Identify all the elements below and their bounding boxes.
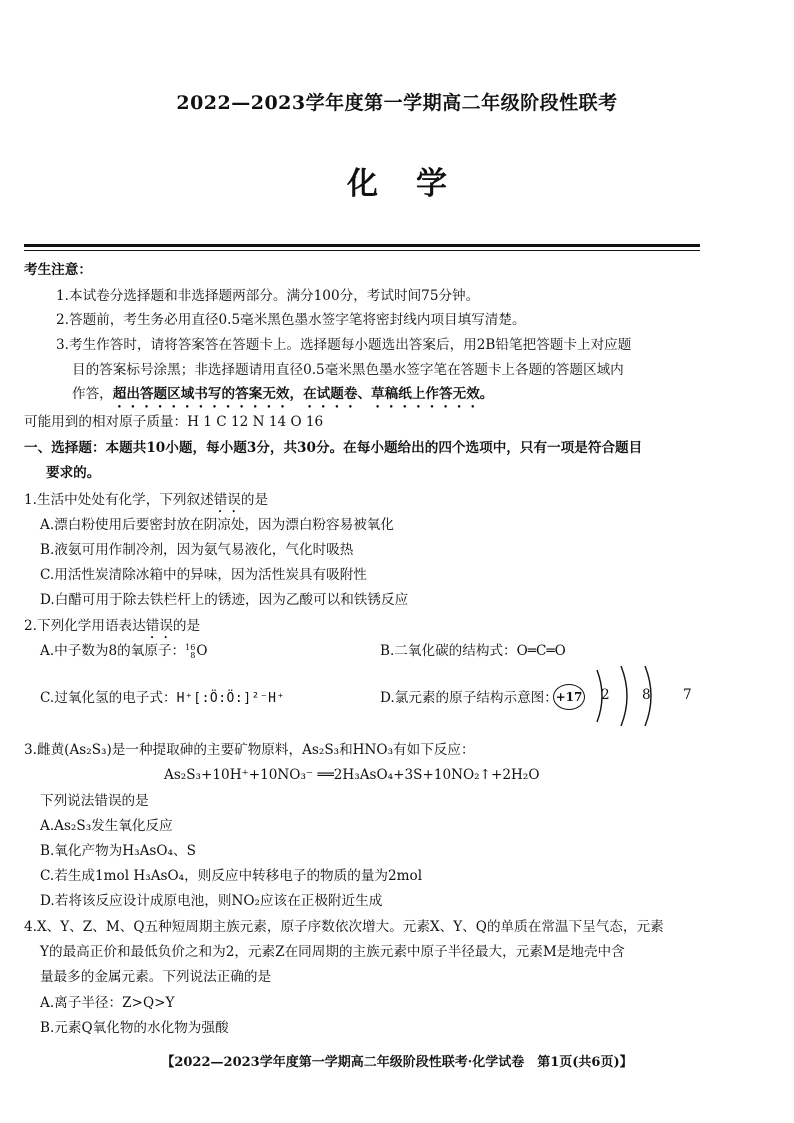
q2-nuclide-numbers [185,644,195,660]
atomic-masses: 可能用到的相对原子质量：H 1 C 12 N 14 O 16 [24,414,324,430]
q4-option-a: A.离子半径：Z>Q>Y [40,995,175,1011]
q3-option-a: A.As₂S₃发生氧化反应 [40,818,173,834]
q3-option-c: C.若生成1mol H₃AsO₄，则反应中转移电子的物质的量为2mol [40,868,423,884]
q2-stem [24,618,200,642]
notice-item-3-line3 [72,386,493,411]
q2-electron-formula: H⁺[:Ö:Ö:]²⁻H⁺ [176,691,285,706]
q2-stem-key: 错误 [145,618,173,634]
q3-option-b: B.氧化产物为H₃AsO₄、S [40,843,196,859]
q2-option-b: B.二氧化碳的结构式：O═C═O [380,643,566,659]
header-rule-thick [24,244,700,247]
notice-heading: 考生注意： [24,262,92,278]
notice-item-1: 1.本试卷分选择题和非选择题两部分。满分100分，考试时间75分钟。 [56,288,480,304]
subject-title: 化学 [347,166,485,202]
q2-option-a [40,643,207,660]
nucleus-charge: +17 [553,684,585,710]
q1-option-b: B.液氨可用作制冷剂，因为氨气易液化，气化时吸热 [40,542,354,558]
electron-counts: 2 8 7 [601,687,706,703]
q2-mass-number: 16 [185,642,196,652]
q1-stem-key: 错误 [213,492,241,508]
notice-warning: 超出答题区域书写的答案无效，在试题卷、草稿纸上作答无效。 [112,386,494,402]
q2-option-d: D.氯元素的原子结构示意图： [380,690,558,706]
notice-item-3-line2: 目的答案标号涂黑；非选择题请用直径0.5毫米黑色墨水签字笔在答题卡上各题的答题区域内 [72,362,624,378]
notice-item-3-line1: 3.考生作答时，请将答案答在答题卡上。选择题每小题选出答案后，用2B铅笔把答题卡上对应题 [56,337,632,353]
exam-title: 2022—2023学年度第一学期高二年级阶段性联考 [176,92,618,114]
header-rule-thin [24,250,700,251]
page-footer: 【2022—2023学年度第一学期高二年级阶段性联考·化学试卷 第1页(共6页)】 [161,1055,633,1070]
q3-equation: As₂S₃+10H⁺+10NO₃⁻ ══2H₃AsO₄+3S+10NO₂↑+2H₂O [164,767,540,783]
section-1-heading: 一、选择题：本题共10小题，每小题3分，共30分。在每小题给出的四个选项中，只有一项是符合题目 [24,440,643,456]
q2-stem-prefix: 2.下列化学用语表达 [24,618,146,634]
q1-stem [24,492,268,516]
q1-stem-suffix: 的是 [240,492,269,508]
q2-option-a-text: A.中子数为8的氧原子： [40,643,186,659]
q1-option-a: A.漂白粉使用后要密封放在阴凉处，因为漂白粉容易被氧化 [40,517,394,533]
q3-stem-question: 下列说法错误的是 [40,793,149,809]
q2-stem-suffix: 的是 [172,618,201,634]
q4-stem-line3: 量最多的金属元素。下列说法正确的是 [40,969,272,985]
q4-stem-line1: 4.X、Y、Z、M、Q五种短周期主族元素，原子序数依次增大。元素X、Y、Q的单质在常温下呈气态，元素 [24,919,664,935]
q1-option-d: D.白醋可用于除去铁栏杆上的锈迹，因为乙酸可以和铁锈反应 [40,592,409,608]
q2-option-c-text: C.过氧化氢的电子式： [40,690,177,706]
q3-stem: 3.雌黄(As₂S₃)是一种提取砷的主要矿物原料，As₂S₃和HNO₃有如下反应： [24,742,475,758]
q2-option-c [40,690,285,707]
q1-stem-prefix: 1.生活中处处有化学，下列叙述 [24,492,214,508]
q3-option-d: D.若将该反应设计成原电池，则NO₂应该在正极附近生成 [40,893,383,909]
notice-item-3-prefix: 作答， [72,386,113,402]
q2-nuclide-symbol: O [196,643,208,659]
q4-stem-line2: Y的最高正价和最低负价之和为2，元素Z在同周期的主族元素中原子半径最大，元素M是地壳中含 [40,944,625,960]
q2-atomic-number: 8 [190,650,196,660]
q1-option-c: C.用活性炭清除冰箱中的异味，因为活性炭具有吸附性 [40,567,367,583]
q4-option-b: B.元素Q氧化物的水化物为强酸 [40,1020,229,1036]
notice-item-2: 2.答题前，考生务必用直径0.5毫米黑色墨水签字笔将密封线内项目填写清楚。 [56,312,526,328]
section-1-heading-cont: 要求的。 [46,465,101,481]
